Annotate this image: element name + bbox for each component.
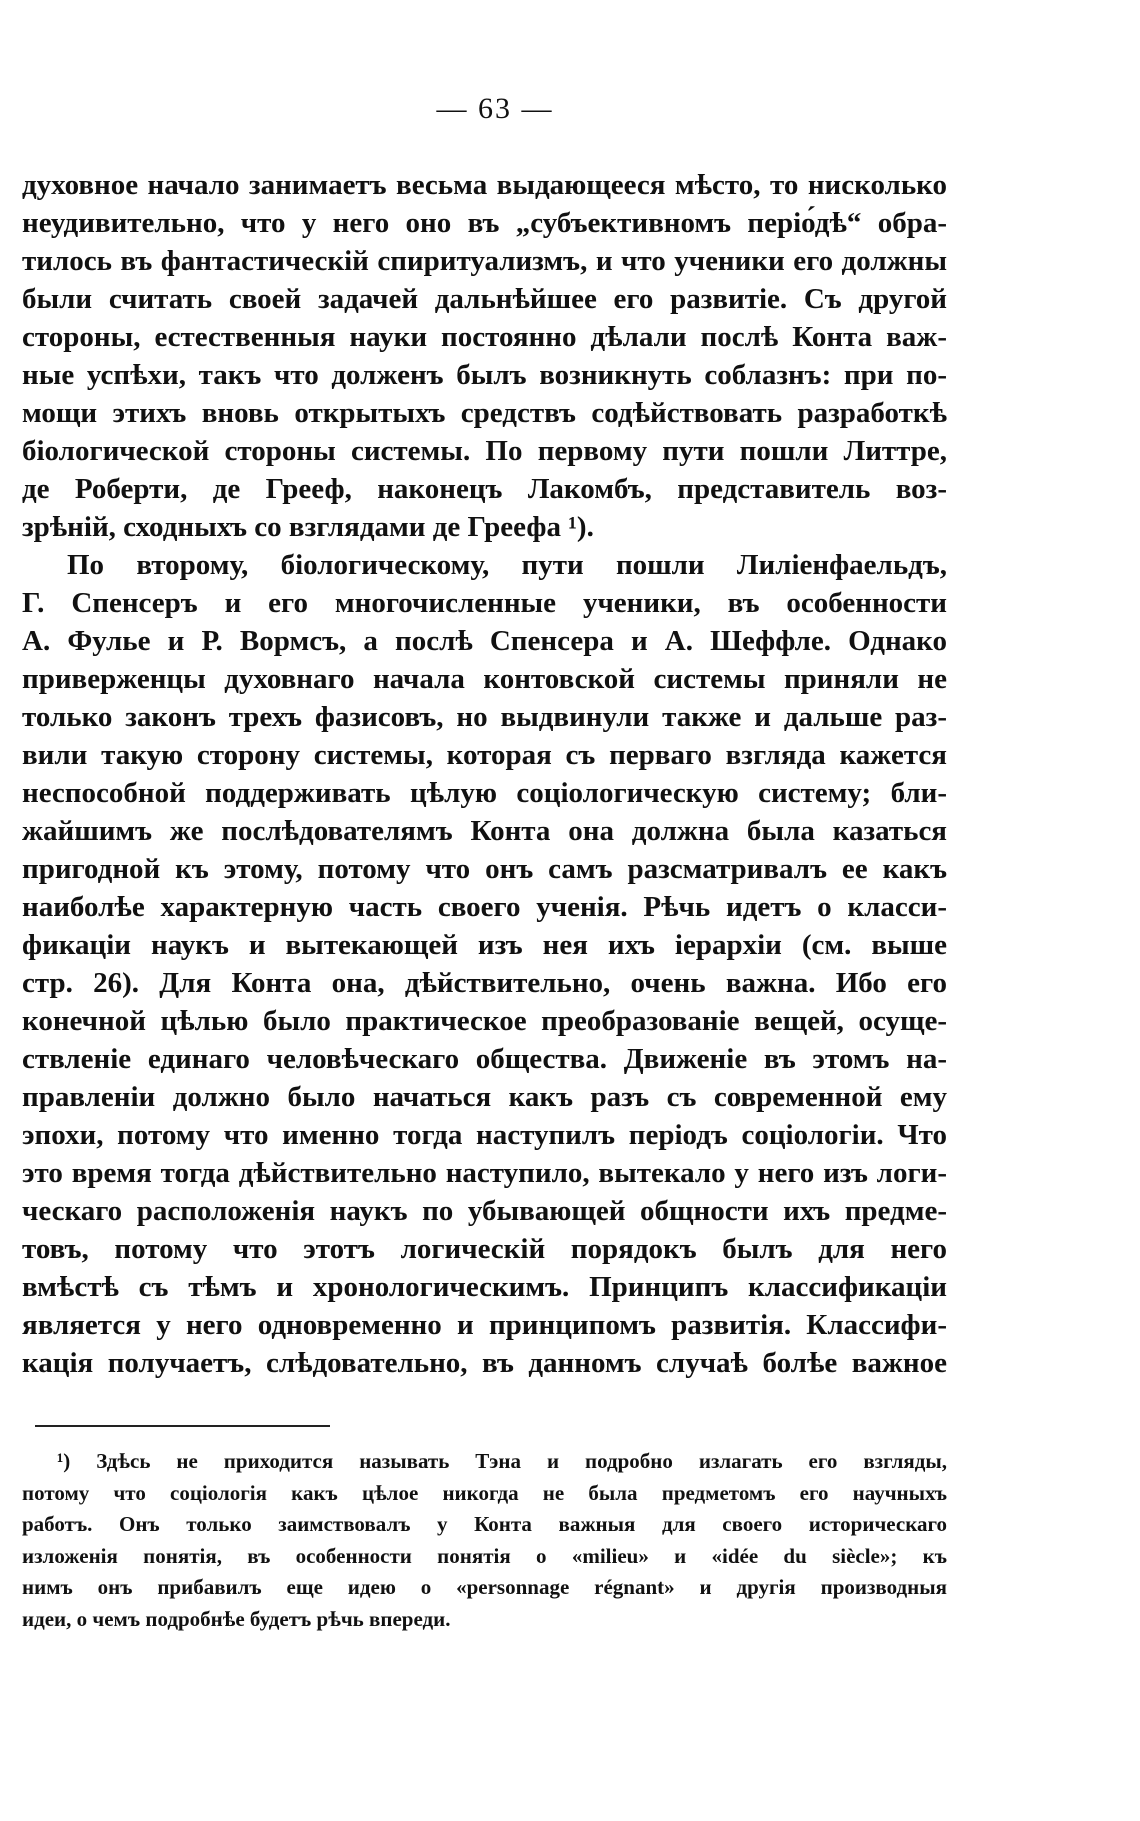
text-line: неспособной поддерживать цѣлую соціологическую систему; бли- [22,777,947,809]
main-text-block [22,166,947,1382]
page-number: — 63 — [436,92,554,125]
text-line: фикаціи наукъ и вытекающей изъ нея ихъ іерархіи (см. выше [22,929,947,961]
text-line: ческаго расположенія наукъ по убывающей общности ихъ предме- [22,1195,947,1227]
footnote-line: изложенія понятія, въ особенности понятія о «milieu» и «idée du siècle»; къ [22,1543,947,1568]
text-line: стороны, естественныя науки постоянно дѣлали послѣ Конта важ- [22,321,947,353]
footnote-line: идеи, о чемъ подробнѣе будетъ рѣчь впереди. [22,1606,451,1631]
text-line: конечной цѣлью было практическое преобразованіе вещей, осуще- [22,1005,947,1037]
text-line: тилось въ фантастическій спиритуализмъ, и что ученики его должны [22,245,947,277]
text-line: Г. Спенсеръ и его многочисленные ученики, въ особенности [22,587,947,619]
footnote-block [22,1446,947,1635]
text-line: товъ, потому что этотъ логическій порядокъ былъ для него [22,1233,947,1265]
text-line: приверженцы духовнаго начала контовской системы приняли не [22,663,947,695]
footnote-line: ¹) Здѣсь не приходится называть Тэна и подробно излагать его взгляды, [57,1449,947,1473]
text-line: наиболѣе характерную часть своего ученія. Рѣчь идетъ о класси- [22,891,947,923]
text-line: является у него одновременно и принципомъ развитія. Классифи- [22,1309,947,1341]
text-line: духовное начало занимаетъ весьма выдающееся мѣсто, то нисколько [22,169,947,201]
text-line: это время тогда дѣйствительно наступило, вытекало у него изъ логи- [22,1157,947,1189]
text-line: вмѣстѣ съ тѣмъ и хронологическимъ. Принципъ классификаціи [22,1271,947,1303]
text-line: пригодной къ этому, потому что онъ самъ разсматривалъ ее какъ [22,853,947,885]
text-line: правленіи должно было начаться какъ разъ съ современной ему [22,1081,947,1113]
footnote-line: нимъ онъ прибавилъ еще идею о «personnage régnant» и другія производныя [22,1575,947,1599]
text-line: зрѣній, сходныхъ со взглядами де Греефа ¹). [22,511,594,543]
text-line: А. Фулье и Р. Вормсъ, а послѣ Спенсера и А. Шеффле. Однако [22,625,947,657]
footnote-divider [35,1425,330,1427]
text-line: эпохи, потому что именно тогда наступилъ періодъ соціологіи. Что [22,1119,947,1151]
paragraph-start-line: По второму, біологическому, пути пошли Лиліенфаельдъ, [67,549,947,581]
text-line: де Роберти, де Грееф, наконецъ Лакомбъ, представитель воз- [22,473,947,505]
text-line: біологической стороны системы. По первому пути пошли Литтре, [22,435,947,467]
footnote-line: работъ. Онъ только заимствовалъ у Конта важныя для своего историческаго [22,1512,947,1536]
text-line: ные успѣхи, такъ что долженъ былъ возникнуть соблазнъ: при по- [22,359,947,391]
text-line: были считать своей задачей дальнѣйшее его развитіе. Съ другой [22,283,947,315]
text-line: ствленіе единаго человѣческаго общества. Движеніе въ этомъ на- [22,1043,947,1075]
text-line: вили такую сторону системы, которая съ перваго взгляда кажется [22,739,947,771]
text-line: мощи этихъ вновь открытыхъ средствъ содѣйствовать разработкѣ [22,397,947,429]
text-line: неудивительно, что у него оно въ „субъективномъ періо́дѣ“ обра- [22,207,947,239]
footnote-line: потому что соціологія какъ цѣлое никогда не была предметомъ его научныхъ [22,1480,947,1505]
text-line: кація получаетъ, слѣдовательно, въ данномъ случаѣ болѣе важное [22,1347,947,1379]
text-line: жайшимъ же послѣдователямъ Конта она должна была казаться [22,815,947,847]
text-line: стр. 26). Для Конта она, дѣйствительно, очень важна. Ибо его [22,967,947,999]
text-line: только законъ трехъ фазисовъ, но выдвинули также и дальше раз- [22,701,947,733]
